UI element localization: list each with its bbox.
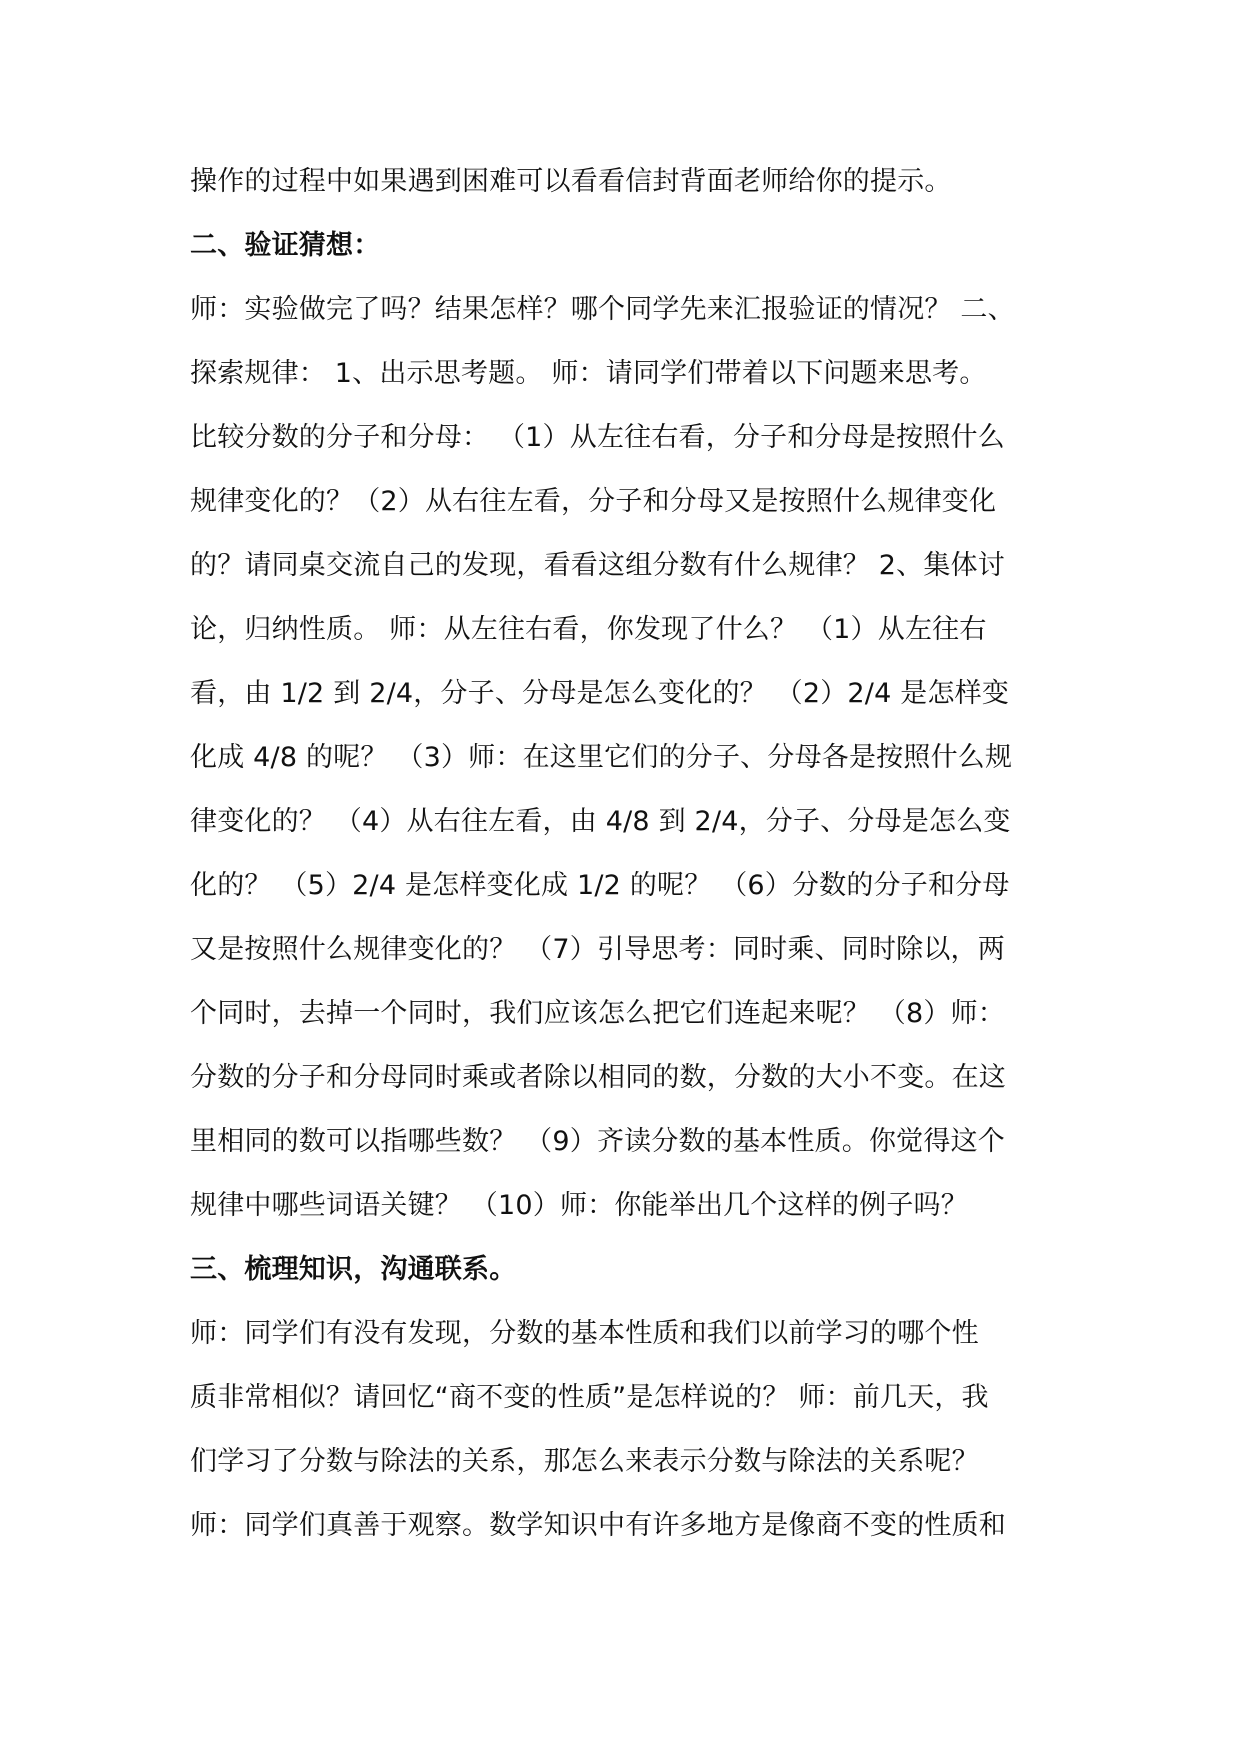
paragraph-line: 师：实验做完了吗？结果怎样？哪个同学先来汇报验证的情况？ 二、 <box>190 294 1015 325</box>
paragraph-line: 化的？ （5）2/4 是怎样变化成 1/2 的呢？ （6）分数的分子和分母 <box>190 870 1010 901</box>
paragraph-line: 律变化的？ （4）从右往左看，由 4/8 到 2/4，分子、分母是怎么变 <box>190 806 1011 837</box>
paragraph-line: 分数的分子和分母同时乘或者除以相同的数，分数的大小不变。在这 <box>190 1062 1006 1093</box>
paragraph-line: 看，由 1/2 到 2/4，分子、分母是怎么变化的？ （2）2/4 是怎样变 <box>190 678 1010 709</box>
paragraph-line: 规律中哪些词语关键？ （10）师：你能举出几个这样的例子吗？ <box>190 1190 968 1221</box>
section-heading: 二、验证猜想： <box>190 230 381 261</box>
paragraph-line: 规律变化的？（2）从右往左看，分子和分母又是按照什么规律变化 <box>190 486 997 517</box>
paragraph-line: 质非常相似？请回忆“商不变的性质”是怎样说的？ 师：前几天，我 <box>190 1382 989 1413</box>
paragraph-line: 师：同学们真善于观察。数学知识中有许多地方是像商不变的性质和 <box>190 1510 1006 1541</box>
paragraph-line: 探索规律： 1、出示思考题。 师：请同学们带着以下问题来思考。 <box>190 358 987 389</box>
paragraph-line: 们学习了分数与除法的关系，那怎么来表示分数与除法的关系呢？ <box>190 1446 979 1477</box>
paragraph-line: 里相同的数可以指哪些数？ （9）齐读分数的基本性质。你觉得这个 <box>190 1126 1005 1157</box>
paragraph-line: 化成 4/8 的呢？ （3）师：在这里它们的分子、分母各是按照什么规 <box>190 742 1013 773</box>
paragraph-line: 又是按照什么规律变化的？ （7）引导思考：同时乘、同时除以，两 <box>190 934 1005 965</box>
paragraph-line: 论，归纳性质。 师：从左往右看，你发现了什么？ （1）从左往右 <box>190 614 987 645</box>
paragraph-line: 个同时，去掉一个同时，我们应该怎么把它们连起来呢？ （8）师： <box>190 998 1005 1029</box>
paragraph-line: 比较分数的分子和分母： （1）从左往右看，分子和分母是按照什么 <box>190 422 1005 453</box>
section-heading: 三、梳理知识，沟通联系。 <box>190 1254 517 1285</box>
paragraph-line: 操作的过程中如果遇到困难可以看看信封背面老师给你的提示。 <box>190 166 952 197</box>
paragraph-line: 的？请同桌交流自己的发现，看看这组分数有什么规律？ 2、集体讨 <box>190 550 1005 581</box>
paragraph-line: 师：同学们有没有发现，分数的基本性质和我们以前学习的哪个性 <box>190 1318 979 1349</box>
